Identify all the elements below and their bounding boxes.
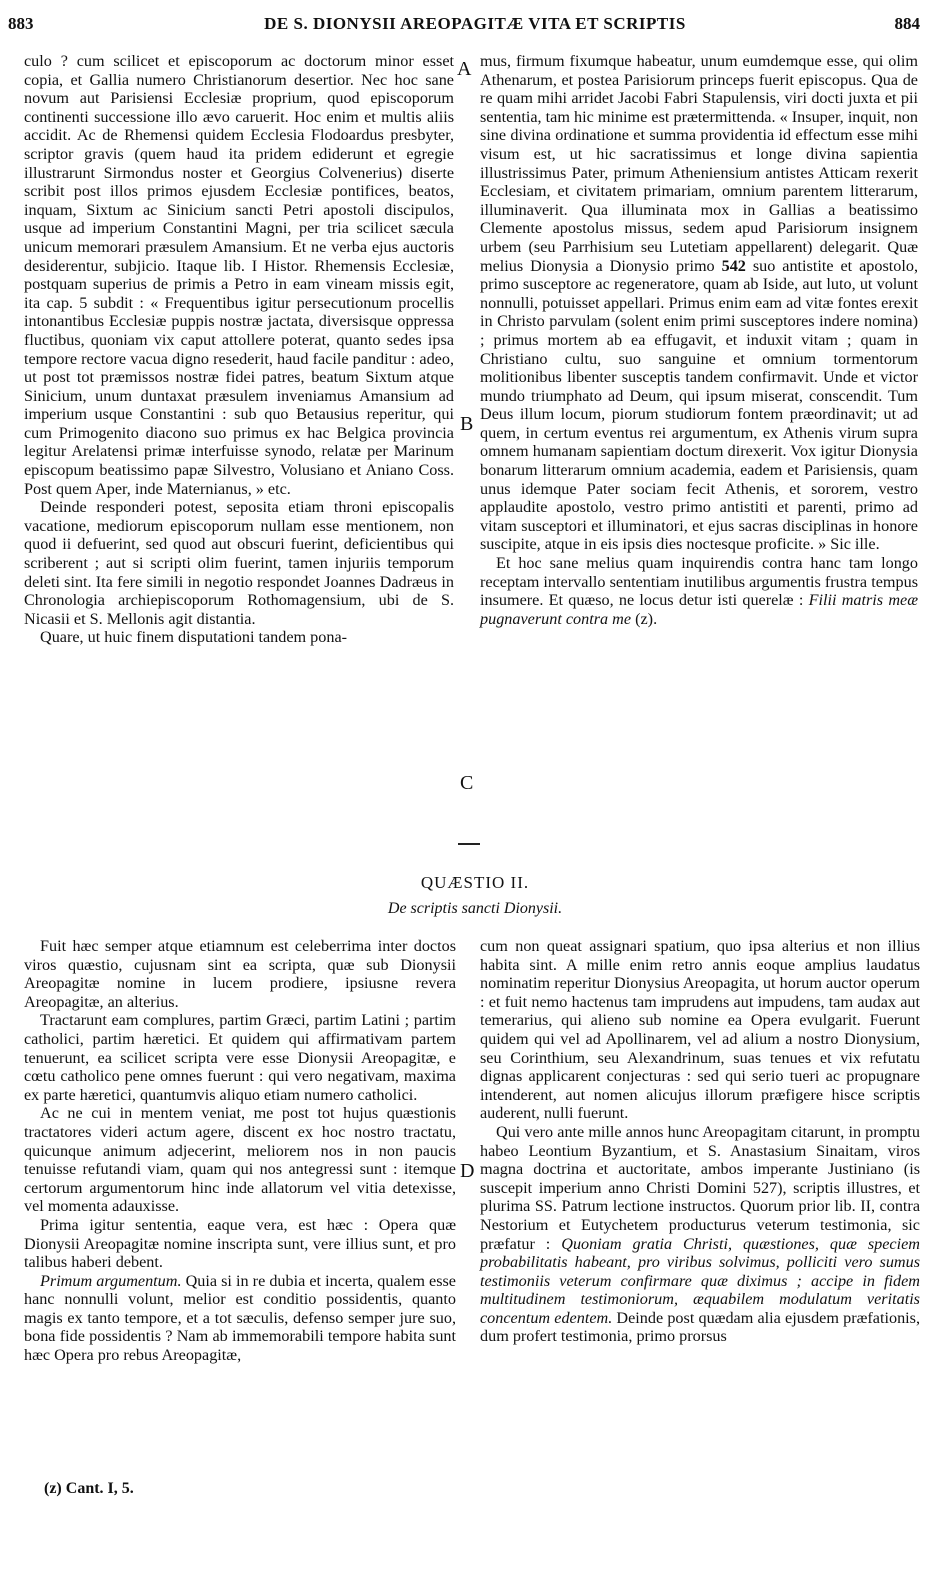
column-bottom-left	[24, 937, 456, 1365]
column-top-left	[24, 52, 454, 647]
footnote: (z) Cant. I, 5.	[44, 1480, 134, 1497]
paragraph: Ac ne cui in mentem veniat, me post tot hujus quæstionis tractatores videri actum agere, discent ex hoc nostro tractatu, quicunque animum adjecerint, meliorem nos in non paucis tenuisse refutandi viam, quam qui nos antegressi sunt : itemque certorum argumentorum hinc inde allatorum vel vitia detexisse, vel momenta adauxisse.	[24, 1104, 456, 1216]
column-bottom-right	[480, 937, 920, 1346]
paragraph-text: Et hoc sane melius quam inquirendis contra hanc tam longo receptam intervallo sententiam inutilibus argumentis frustra tempus insumere. Et quæso, ne locus detur isti querelæ :	[480, 554, 918, 610]
column-number: 542	[721, 256, 746, 275]
argument-heading: Primum argumentum.	[40, 1271, 182, 1290]
paragraph-text: suo antistite et apostolo, primo susceptore ac regeneratore, quam ab Iside, aut luto, ut volunt nonnulli, potuisset appellari. Primus enim eam ad vitæ fontes erexit in Christo parvulam (solent enim primi susceptores indere nomina) ; primus mortem ab ea effugavit, et induxit vitam ; quam in Christiano cultu, suo sanguine et omnium tormentorum molitionibus libenter susceptis tandem confirmavit. Unde et victor mundo triumphato ad Deum, qui ipsum miserat, conscendit. Tum Deus illum locum, piorum studiorum fontem præordinavit; ut ad quem, in certum eventus rei argumentum, ex Athenis virum supra omnem humanam sapientiam doctum direxerit. Vox igitur Dionysia bonarum litterarum omnium academia, eadem et Parisiensis, quam unus idemque Pater sociam fecit Athenis, et sororem, vestro applaudite apostolo, vestro primo antistiti et parenti, primo ad vitam susceptori et illuminatori, et ejus sacras disciplinas in honore suscipite, atque in eis ipsis dies noctesque proficite. » Sic ille.	[480, 256, 919, 554]
paragraph: Tractarunt eam complures, partim Græci, partim Latini ; partim catholici, partim hæretici. Et quidem qui affirmativam partem tenuerunt, ea scilicet scripta vere esse Dionysii Areopagitæ, e cœtu catholico pene omnes fuerunt : qui vero negativam, maxima ex parte hæretici, quantumvis aliquo etiam numero catholici.	[24, 1011, 456, 1104]
section-title: QUÆSTIO II.	[420, 873, 530, 892]
paragraph-text: Qui vero ante mille annos hunc Areopagitam citarunt, in promptu habeo Leontium Byzantium, et S. Anastasium Sinaitam, viros magna doctrina et auctoritate, ambos imperante Justiniano (is suscepit imperium anno Christi Domini 527), scriptis illustres, et plurima SS. Patrum lectione instructos. Quorum prior lib. II, contra Nestorium et Eutychetem producturus veterum testimonia, sic præfatur :	[480, 1122, 920, 1253]
section-divider	[458, 843, 480, 845]
paragraph: Deinde responderi potest, seposita etiam throni episcopalis vacatione, mediorum episcoporum nullam esse mentionem, non quod ii defuerint, sed quod aut obscuri fuerint, deficientibus qui scriberent ; aut si scripti olim fuerint, tamen injuriis temporum deleti sint. Ita fere simili in negotio respondet Joannes Dadræus in Chronologia archiepiscoporum Rothomagensium, ubi de S. Nicasii et S. Mellonis agit distantia.	[24, 498, 454, 628]
footnote-ref: (z).	[631, 609, 658, 628]
paragraph-text: Quia si in re dubia et incerta, qualem esse hanc nonnulli volunt, melior est conditio possidentis, quanto magis ex tanto tempore, et a tot sæculis, defenso semper jure suo, bona fide possidentis ? Nam ab immemorabili tempore habita sunt hæc Opera pro rebus Areopagitæ,	[24, 1271, 456, 1365]
section-subtitle: De scriptis sancti Dionysii.	[387, 900, 563, 917]
paragraph-text: mus, firmum fixumque habeatur, unum eumdemque esse, qui olim Athenarum, et postea Parisiorum princeps fuerit episcopus. Qua de re quam mihi arridet Jacobi Fabri Stapulensis, viri docti juxta et pii sententia, tam hic minime est prætermittenda. « Insuper, inquit, non sine divina ordinatione et summa providentia id effectum esse mihi visum est, ut hic sacratissimus et longe divina sapientia illustrissimus Pater, primum Atheniensium antistes Atticam rexerit Ecclesiam, et civitatem primariam, omnium parentem litterarum, illuminaverit. Qua illuminata mox in Gallias a beatissimo Clemente apostolus missus, sedem apud Parisiorum insignem urbem (seu Parrhisium seu Lutetiam appellarent) delegarit. Quæ melius Dionysia a Dionysio primo	[480, 52, 918, 275]
paragraph	[480, 52, 918, 554]
quotation: Quoniam gratia Christi, quæstiones, quæ speciem probabilitatis habeant, pro viribus solvimus, polliciti vero sumus testimoniis veterum confirmare quæ diximus ; accipe in fidem multitudinem testimoniorum, æquabilem modulatum veritatis concentum edentem.	[480, 1234, 920, 1327]
paragraph: cum non queat assignari spatium, quo ipsa alterius et non illius habita sint. A mille enim retro annis eoque amplius laudatus nominatim reperitur Dionysius Areopagita, ut horum auctor operum : et fuit nemo hactenus tam imprudens aut impudens, tam audax aut temerarius, qui alieno sub nomine ea Opera evulgarit. Fuerunt quidem qui vel ad Apollinarem, vel ad alium a nostro Dionysium, seu Corinthium, seu Alexandrinum, suas tenues et vix refutatu dignas applicarent conjecturas : sed qui serio tueri ac propugnare intenderent, aut nomen alicujus illorum præfigere hisce scriptis auderent, nulli fuerunt.	[480, 937, 920, 1123]
paragraph: Fuit hæc semper atque etiamnum est celeberrima inter doctos viros quæstio, cujusnam sint ea scripta, quæ sub Dionysii Areopagitæ nomine in lucem prodiere, ipsiusne revera Areopagitæ, an alterius.	[24, 937, 456, 1011]
paragraph-text: Deinde post quædam alia ejusdem præfationis, dum profert testimonia, primo prorsus	[480, 1308, 921, 1346]
margin-letter: D	[460, 1160, 475, 1182]
running-title: DE S. DIONYSII AREOPAGITÆ VITA ET SCRIPTIS	[264, 14, 686, 33]
paragraph	[480, 1123, 920, 1346]
scripture-quote: Filii matris meæ pugnaverunt contra me	[480, 591, 918, 628]
margin-letter: C	[460, 772, 474, 794]
column-top-right	[480, 52, 918, 628]
page-number-left: 883	[8, 14, 34, 33]
margin-letter: B	[460, 413, 474, 435]
margin-letter: A	[457, 58, 472, 80]
paragraph	[24, 1272, 456, 1365]
paragraph: Prima igitur sententia, eaque vera, est hæc : Opera quæ Dionysii Areopagitæ nomine inscripta sunt, vere illius sunt, et pro talibus haberi debent.	[24, 1215, 456, 1272]
page-number-right: 884	[894, 14, 920, 33]
paragraph: Quare, ut huic finem disputationi tandem pona-	[40, 628, 348, 647]
paragraph: culo ? cum scilicet et episcoporum ac doctorum minor esset copia, et Gallia numero Christianorum desertior. Nec hoc sane novum aut Parisiensi Ecclesiæ proprium, quod episcoporum continenti successione illo ævo caruerit. Hoc enim et multis aliis accidit. Ac de Rhemensi quidem Ecclesia Flodoardus presbyter, scriptor gravis (quem haud ita pridem ediderunt et egregie illustrarunt Sirmondus noster et Georgius Colvenerius) diserte scribit post illos primos ejusdem Ecclesiæ pontifices, beatos, inquam, Sixtum ac Sinicium sancti Petri apostoli discipulos, usque ad imperium Constantini Magni, per tria scilicet sæcula unicum memorari præsulem Amansium. Et ne verba ejus auctoris desiderentur, subjicio. Itaque lib. I Histor. Rhemensis Ecclesiæ, postquam superius de primis a Petro in eam vineam missis egit, ita cap. 5 subdit : « Frequentibus igitur persecutionum procellis intonantibus Ecclesiæ puppis nostræ jactata, diversisque oppressa fluctibus, quoniam vix caput attollere poterat, quanto sedes ipsa tempore rectore vacua digno resederit, haud facile panditur : adeo, ut post tot præmissos nostræ fidei patres, beatum Sixtum atque Sinicium, unum duntaxat præsulem inveniamus Amansium ad imperium usque Constantini : sub quo Betausius reperitur, qui cum Primogenito diacono suo primus ex hac Belgica provincia legitur Arelatensi primæ interfuisse synodo, relatæ per Marinum episcopum beatissimo papæ Silvestro, Volusiano et Aniano Coss. Post quem Aper, inde Maternianus, » etc.	[24, 52, 454, 498]
paragraph	[480, 554, 918, 628]
